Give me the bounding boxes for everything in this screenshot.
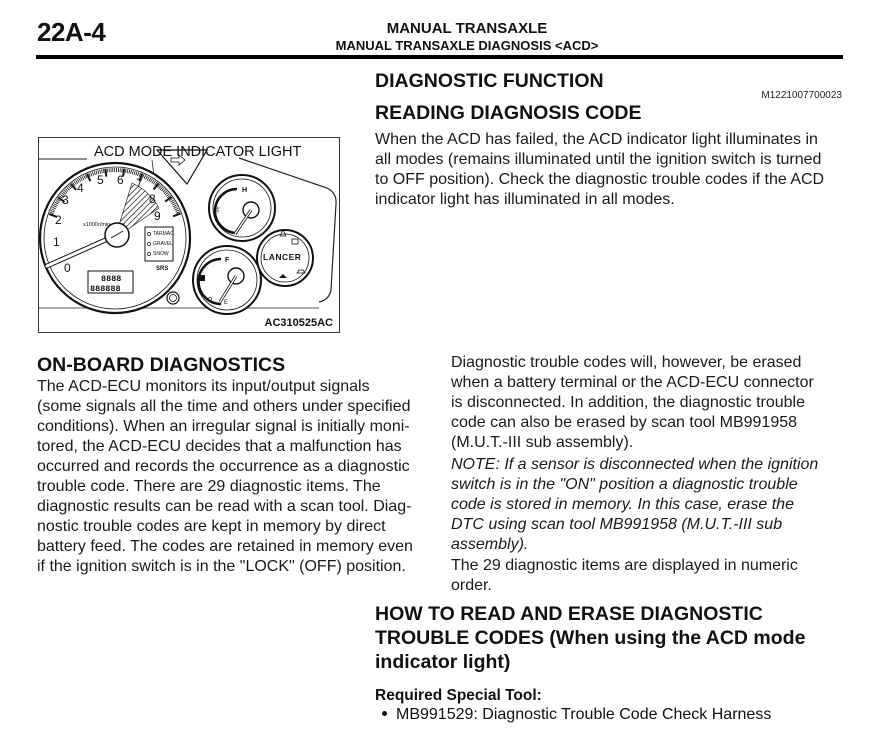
mode-light-gravel: GRAVEL [153, 241, 173, 247]
note-line: NOTE: If a sensor is disconnected when the ignition [451, 456, 819, 473]
text-line: code can also be erased by scan tool MB991958 [451, 414, 798, 431]
text-line: indicator light has illuminated in all modes. [375, 191, 675, 208]
text-line: When the ACD has failed, the ACD indicator light illuminates in [375, 131, 818, 148]
erase-info-text [451, 353, 814, 453]
tach-number: 9 [154, 209, 161, 223]
text-line: trouble code. There are 29 diagnostic items. The [37, 478, 381, 495]
reading-diagnosis-code-heading: READING DIAGNOSIS CODE [375, 102, 642, 124]
note-line: switch is in the "ON" position a diagnostic trouble [451, 476, 798, 493]
text-line: Diagnostic trouble codes will, however, be erased [451, 354, 802, 371]
text-line: battery feed. The codes are retained in memory even [37, 538, 413, 555]
required-special-tool-label: Required Special Tool: [375, 687, 542, 704]
text-line: diagnostic results can be read with a scan tool. Diag- [37, 498, 412, 515]
note-line: code is stored in memory. In this case, erase the [451, 496, 794, 513]
manual-subtitle: MANUAL TRANSAXLE DIAGNOSIS <ACD> [335, 38, 599, 53]
diagnostic-function-heading: DIAGNOSTIC FUNCTION [375, 70, 604, 92]
text-line: when a battery terminal or the ACD-ECU connector [451, 374, 814, 391]
figure-code: AC310525AC [264, 317, 333, 329]
tach-number: 0 [64, 261, 71, 275]
tach-number: 7 [136, 176, 143, 190]
text-line: all modes (remains illuminated until the ignition switch is turned [375, 151, 822, 168]
instrument-cluster-figure [38, 137, 340, 333]
document-id: M1221007700023 [761, 90, 842, 101]
text-line: The 29 diagnostic items are displayed in numeric [451, 557, 798, 574]
header-rule [36, 55, 843, 59]
tool-list-item [382, 706, 771, 724]
reading-diagnosis-code-text [375, 130, 824, 210]
text-line: (M.U.T.-III sub assembly). [451, 434, 634, 451]
fuel-empty-label: E [224, 300, 229, 306]
bullet-icon [382, 711, 387, 716]
tool-name: MB991529: Diagnostic Trouble Code Check Harness [396, 706, 772, 723]
tach-number: 6 [117, 173, 124, 187]
text-line: is disconnected. In addition, the diagnostic trouble [451, 394, 806, 411]
note-line: DTC using scan tool MB991958 (M.U.T.-III sub [451, 516, 783, 533]
text-line: The ACD-ECU monitors its input/output signals [37, 378, 370, 395]
tach-unit-label: x1000r/min [83, 222, 111, 228]
how-to-read-heading [375, 603, 805, 675]
text-line: order. [451, 577, 492, 594]
tach-number: 2 [55, 213, 62, 227]
text-line: (some signals all the time and others under specified [37, 398, 411, 415]
temp-hot-label: H [242, 187, 248, 194]
text-line: occurred and records the occurrence as a diagnostic [37, 458, 410, 475]
note-line: assembly). [451, 536, 529, 553]
svg-text:8888: 8888 [101, 274, 122, 284]
heading-line: indicator light) [375, 651, 511, 673]
svg-text:‡: ‡ [216, 207, 220, 214]
text-line: nostic trouble codes are kept in memory by direct [37, 518, 386, 535]
note-text [451, 455, 818, 555]
text-line: conditions). When an irregular signal is initially moni- [37, 418, 410, 435]
on-board-diagnostics-heading: ON-BOARD DIAGNOSTICS [37, 354, 286, 376]
tach-number: 5 [97, 173, 104, 187]
heading-line: TROUBLE CODES (When using the ACD mode [375, 627, 806, 649]
gauge-labels [39, 138, 339, 332]
text-line: tored, the ACD-ECU decides that a malfunction has [37, 438, 402, 455]
brand-label: LANCER [263, 252, 302, 262]
mode-light-tarmac: TARMAC [153, 231, 174, 237]
manual-title: MANUAL TRANSAXLE [386, 20, 548, 37]
tach-number: 1 [53, 235, 60, 249]
on-board-diagnostics-text [37, 377, 413, 577]
fuel-full-label: F [225, 257, 230, 264]
acd-mode-indicator-light-callout: ACD MODE INDICATOR LIGHT [94, 144, 302, 160]
page-number: 22A-4 [37, 17, 106, 47]
text-line: to OFF position). Check the diagnostic trouble codes if the ACD [375, 171, 825, 188]
tach-number: 8 [149, 192, 156, 206]
heading-line: HOW TO READ AND ERASE DIAGNOSTIC [375, 603, 763, 625]
svg-text:888888: 888888 [90, 284, 121, 294]
srs-label: SRS [156, 266, 169, 272]
tach-number: 3 [62, 193, 69, 207]
diagnostic-order-text [451, 556, 798, 596]
tach-number: 4 [77, 181, 84, 195]
mode-light-snow: SNOW [153, 251, 169, 257]
text-line: if the ignition switch is in the "LOCK" (OFF) position. [37, 558, 406, 575]
